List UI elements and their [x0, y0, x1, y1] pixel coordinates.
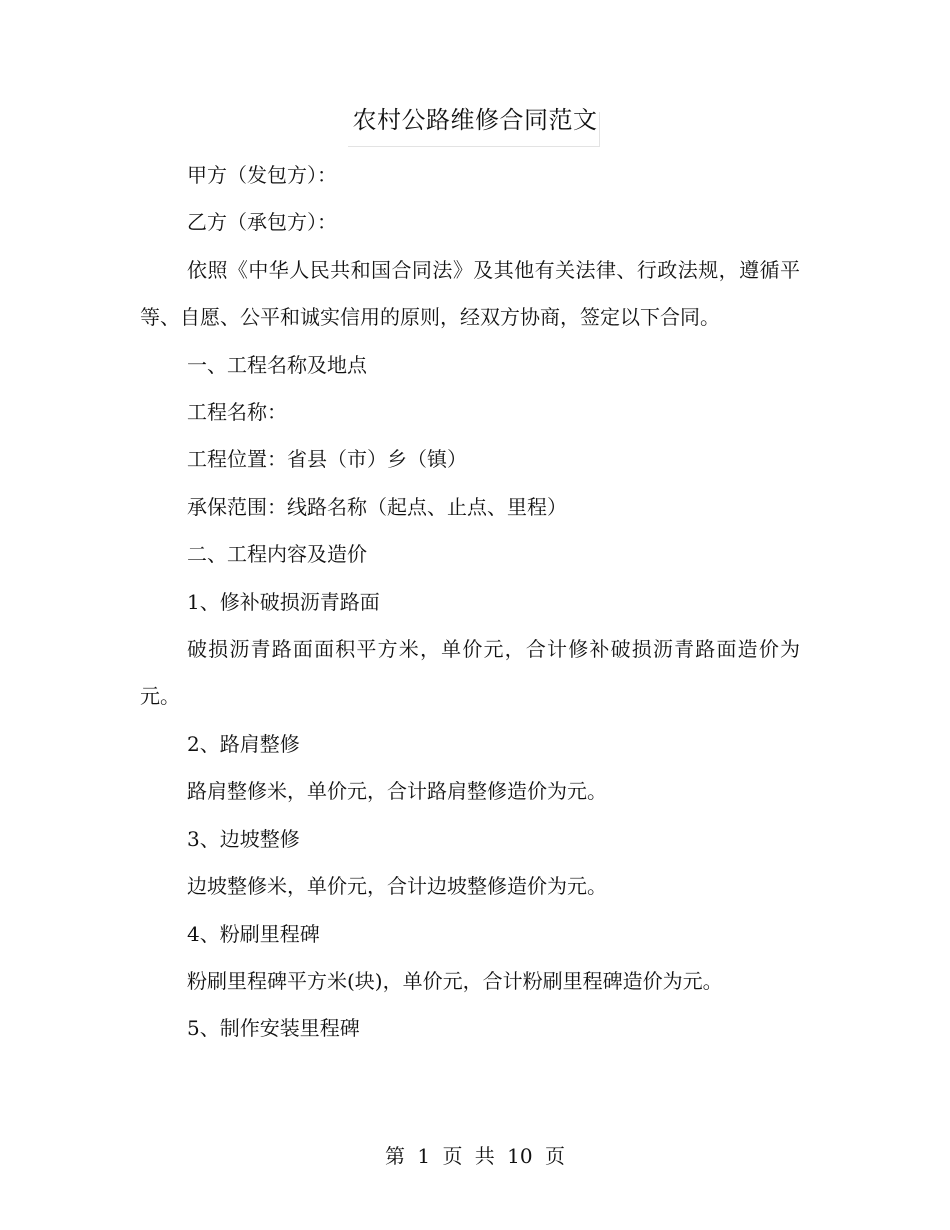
- item-heading-3: 3、边坡整修: [187, 826, 300, 851]
- document-title: 农村公路维修合同范文: [352, 106, 598, 134]
- paragraph-project-location: 工程位置：省县（市）乡（镇）: [187, 447, 467, 472]
- paragraph-scope: 承保范围：线路名称（起点、止点、里程）: [187, 494, 567, 519]
- paragraph-project-name: 工程名称：: [187, 400, 287, 425]
- title-underline: [348, 146, 600, 147]
- item-heading-5: 5、制作安装里程碑: [187, 1016, 360, 1041]
- item-heading-1: 1、修补破损沥青路面: [187, 589, 380, 614]
- paragraph-party-a: 甲方（发包方）：: [187, 163, 337, 187]
- item-text-1: 破损沥青路面面积平方米，单价元，合计修补破损沥青路面造价为元。: [140, 637, 800, 709]
- item-heading-2: 2、路肩整修: [187, 731, 300, 756]
- paragraph-party-b: 乙方（承包方）：: [187, 210, 337, 235]
- section-heading-1: 一、工程名称及地点: [187, 352, 367, 377]
- title-border: [599, 112, 600, 147]
- item-text-2: 路肩整修米，单价元，合计路肩整修造价为元。: [187, 779, 607, 804]
- item-heading-4: 4、粉刷里程碑: [187, 921, 320, 946]
- document-body: [140, 152, 800, 1053]
- page-number-footer: 第 1 页 共 10 页: [385, 1144, 565, 1168]
- item-text-4: 粉刷里程碑平方米(块)，单价元，合计粉刷里程碑造价为元。: [187, 968, 723, 993]
- section-heading-2: 二、工程内容及造价: [187, 542, 367, 567]
- item-text-3: 边坡整修米，单价元，合计边坡整修造价为元。: [187, 874, 607, 899]
- paragraph-preamble: 依照《中华人民共和国合同法》及其他有关法律、行政法规，遵循平等、自愿、公平和诚实信用的原则，经双方协商，签定以下合同。: [140, 257, 800, 330]
